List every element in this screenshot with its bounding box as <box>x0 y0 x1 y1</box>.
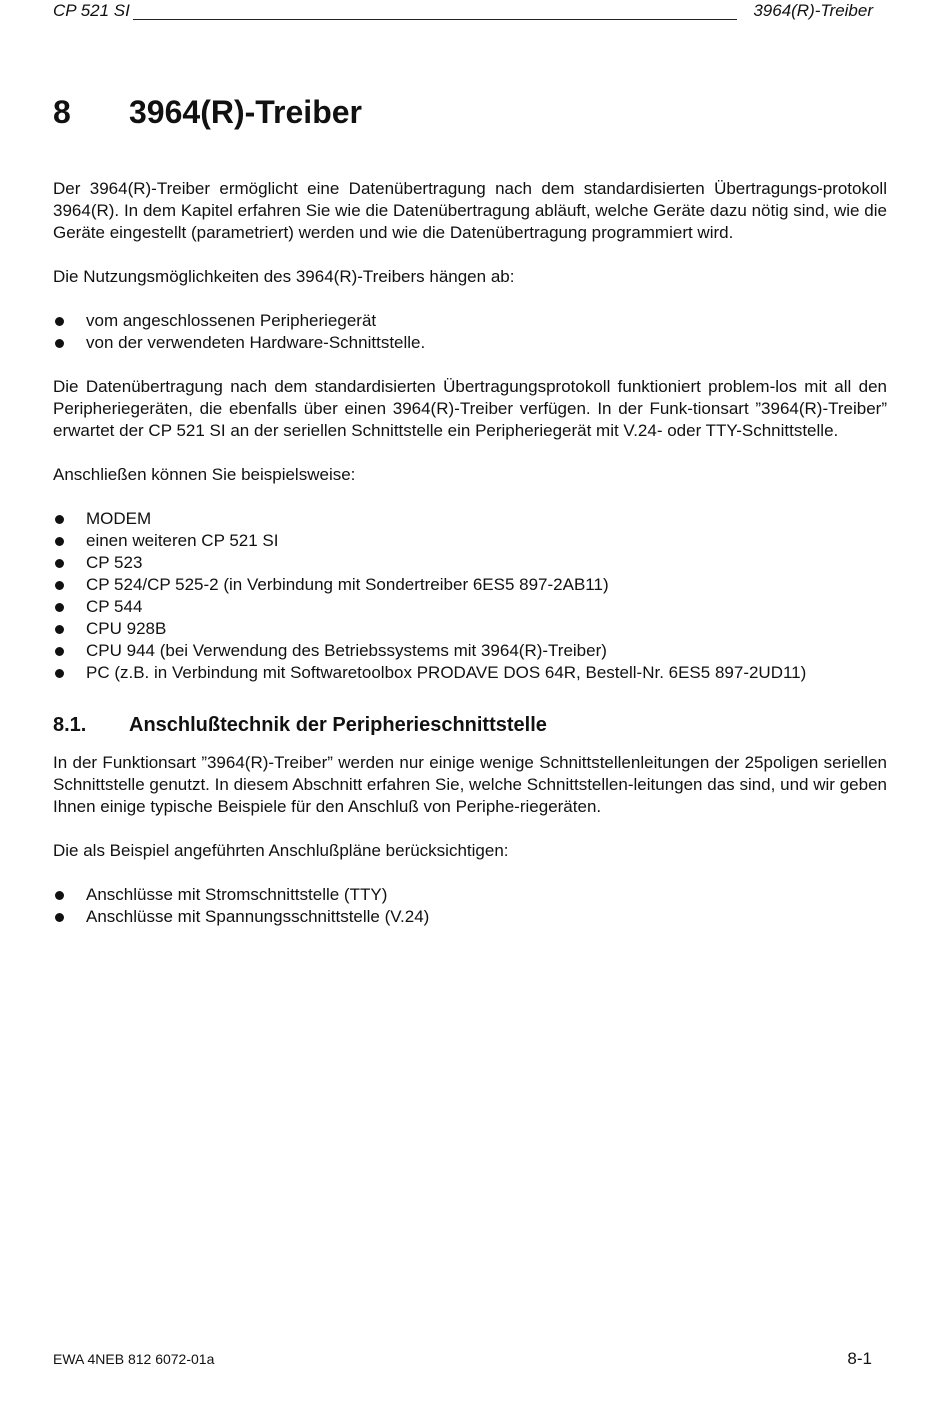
list-item <box>53 884 887 906</box>
list-item <box>53 508 887 530</box>
list-item-text: CP 524/CP 525-2 (in Verbindung mit Sondertreiber 6ES5 897-2AB11) <box>86 575 609 594</box>
list-item-text: CP 523 <box>86 553 143 572</box>
bullet-icon <box>55 515 64 524</box>
list-item-text: PC (z.B. in Verbindung mit Softwaretoolbox PRODAVE DOS 64R, Bestell-Nr. 6ES5 897-2UD11) <box>86 663 807 682</box>
list-item <box>53 596 887 618</box>
plans-intro: Die als Beispiel angeführten Anschlußpläne berücksichtigen: <box>53 841 509 860</box>
connect-intro: Anschließen können Sie beispielsweise: <box>53 465 356 484</box>
usage-list <box>53 310 887 354</box>
header-right: 3964(R)-Treiber <box>753 1 873 20</box>
usage-intro: Die Nutzungsmöglichkeiten des 3964(R)-Treibers hängen ab: <box>53 267 515 286</box>
list-item-text: Anschlüsse mit Stromschnittstelle (TTY) <box>86 885 388 904</box>
bullet-icon <box>55 339 64 348</box>
bullet-icon <box>55 891 64 900</box>
list-item <box>53 310 887 332</box>
body-content <box>53 178 887 950</box>
list-item-text: CPU 928B <box>86 619 167 638</box>
bullet-icon <box>55 669 64 678</box>
bullet-icon <box>55 647 64 656</box>
section-title: Anschlußtechnik der Peripherieschnittstelle <box>129 714 547 736</box>
connect-list <box>53 508 887 684</box>
list-item <box>53 552 887 574</box>
section-heading <box>53 714 887 740</box>
plans-list <box>53 884 887 928</box>
list-item <box>53 574 887 596</box>
list-item <box>53 662 887 684</box>
bullet-icon <box>55 317 64 326</box>
footer-document-id: EWA 4NEB 812 6072-01a <box>53 1351 215 1367</box>
header-rule <box>133 19 737 20</box>
list-item-text: einen weiteren CP 521 SI <box>86 531 279 550</box>
bullet-icon <box>55 603 64 612</box>
list-item-text: vom angeschlossenen Peripheriegerät <box>86 311 377 330</box>
bullet-icon <box>55 913 64 922</box>
page-number: 8-1 <box>847 1349 872 1368</box>
list-item <box>53 618 887 640</box>
list-item <box>53 332 887 354</box>
bullet-icon <box>55 537 64 546</box>
list-item-text: CPU 944 (bei Verwendung des Betriebssystems mit 3964(R)-Treiber) <box>86 641 607 660</box>
list-item <box>53 530 887 552</box>
chapter-title: 3964(R)-Treiber <box>129 94 362 130</box>
chapter-number: 8 <box>53 94 71 130</box>
running-header <box>53 0 873 22</box>
bullet-icon <box>55 625 64 634</box>
list-item <box>53 906 887 928</box>
intro-paragraph: Der 3964(R)-Treiber ermöglicht eine Datenübertragung nach dem standardisierten Übertragungs-protokoll 3964(R). In dem Kapitel erfahren Sie wie die Datenübertragung abläuft, welche Geräte dazu nötig sind, wie die Geräte eingestellt (parametriert) werden und wie die Datenübertragung programmiert wird. <box>53 179 887 242</box>
list-item-text: CP 544 <box>86 597 143 616</box>
section-paragraph: In der Funktionsart ”3964(R)-Treiber” werden nur einige wenige Schnittstellenleitungen der 25poligen seriellen Schnittstelle genutzt. In diesem Abschnitt erfahren Sie, welche Schnittstellen-leitungen das sind, und wir geben Ihnen einige typische Beispiele für den Anschluß von Periphe-riegeräten. <box>53 753 887 816</box>
list-item-text: Anschlüsse mit Spannungsschnittstelle (V.24) <box>86 907 430 926</box>
list-item-text: MODEM <box>86 509 152 528</box>
header-left: CP 521 SI <box>53 1 130 20</box>
list-item <box>53 640 887 662</box>
transfer-paragraph: Die Datenübertragung nach dem standardisierten Übertragungsprotokoll funktioniert problem-los mit all den Peripheriegeräten, die ebenfalls über einen 3964(R)-Treiber verfügen. In der Funk-tionsart ”3964(R)-Treiber” erwartet der CP 521 SI an der seriellen Schnittstelle ein Peripheriegerät mit V.24- oder TTY-Schnittstelle. <box>53 377 887 440</box>
bullet-icon <box>55 581 64 590</box>
bullet-icon <box>55 559 64 568</box>
section-number: 8.1. <box>53 714 87 736</box>
list-item-text: von der verwendeten Hardware-Schnittstelle. <box>86 333 426 352</box>
